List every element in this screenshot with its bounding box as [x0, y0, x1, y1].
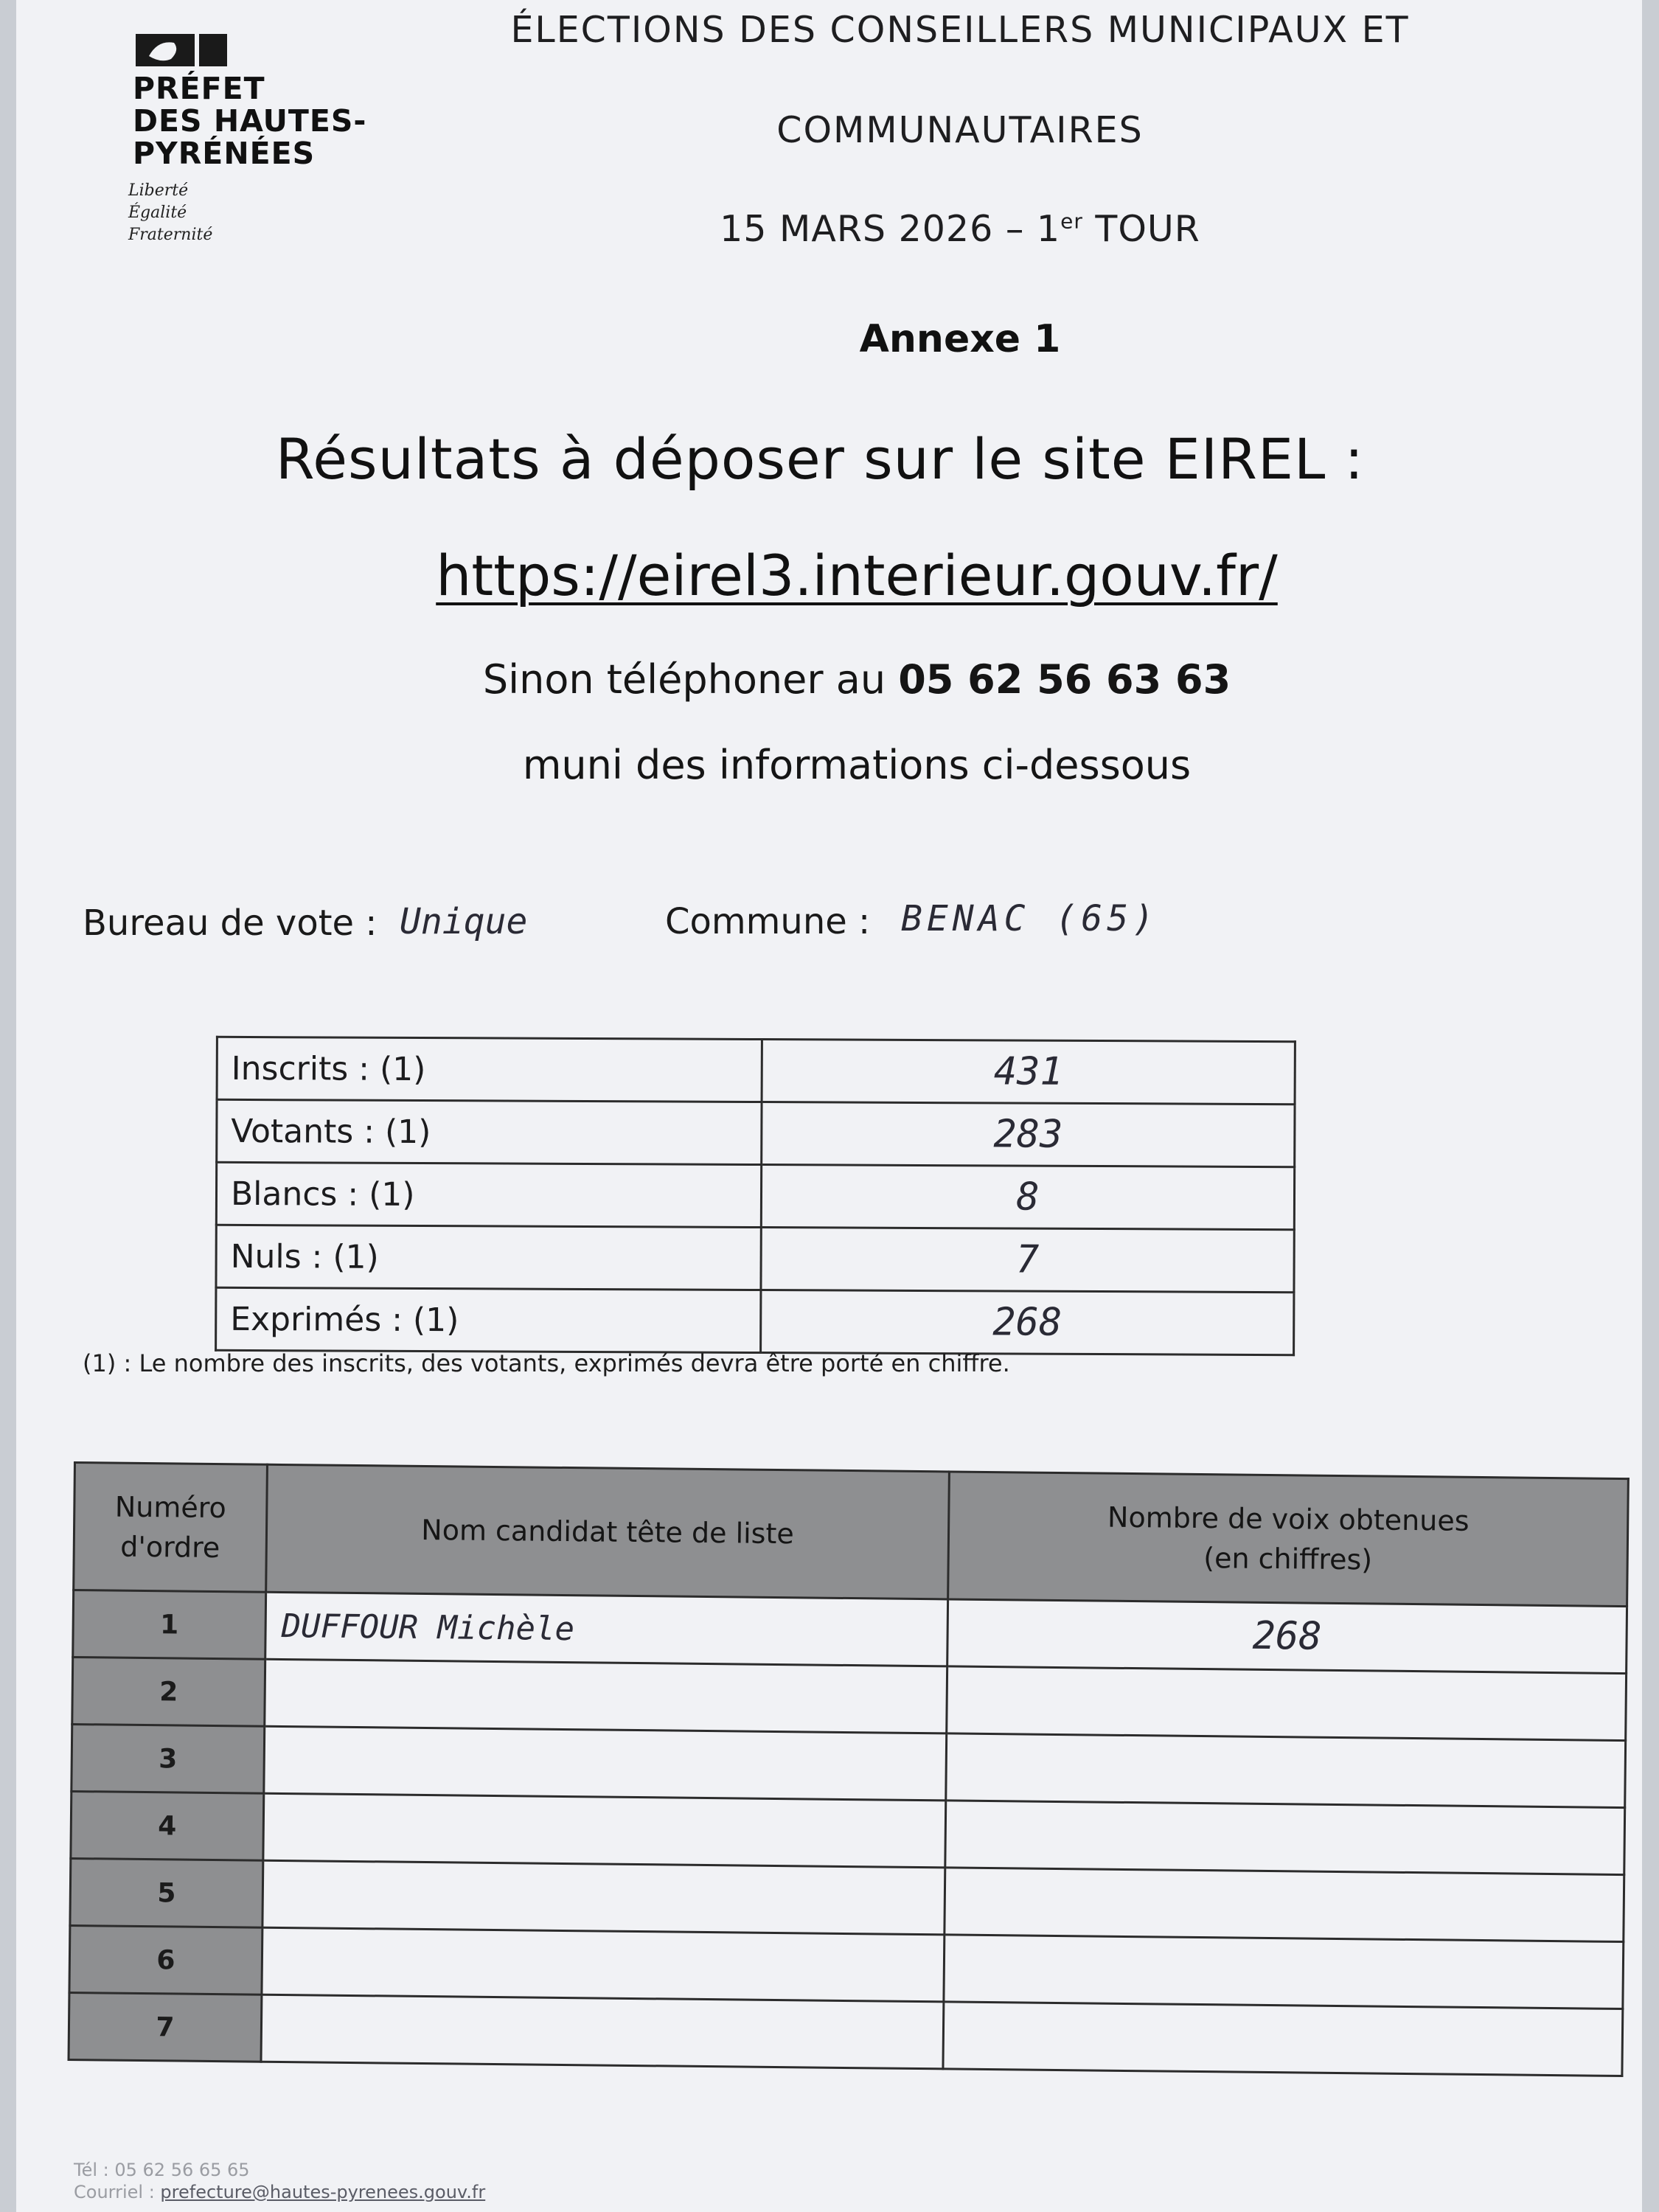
eirel-heading: Résultats à déposer sur le site EIREL : — [275, 426, 1365, 492]
candidate-name[interactable] — [262, 1860, 945, 1935]
footer-contact — [74, 2159, 485, 2203]
candidate-votes[interactable]: 268 — [947, 1599, 1627, 1674]
row-number: 5 — [70, 1858, 263, 1927]
title-line-1: ÉLECTIONS DES CONSEILLERS MUNICIPAUX ET — [510, 9, 1410, 51]
footer-mail-link[interactable]: prefecture@hautes-pyrenees.gouv.fr — [160, 2182, 486, 2202]
election-date — [473, 208, 1447, 250]
summary-row-votants — [217, 1099, 1295, 1166]
inscrits-label: Inscrits : (1) — [217, 1037, 762, 1102]
nuls-value[interactable]: 7 — [761, 1228, 1294, 1293]
logo-line-1: PRÉFET — [133, 71, 265, 106]
blancs-value[interactable]: 8 — [761, 1165, 1294, 1230]
inscrits-value[interactable]: 431 — [762, 1040, 1295, 1105]
info-line: muni des informations ci-dessous — [522, 742, 1192, 788]
nuls-label: Nuls : (1) — [216, 1225, 761, 1290]
devise-liberte: Liberté — [128, 181, 189, 200]
col-votes-header — [948, 1472, 1629, 1607]
footer-tel: Tél : 05 62 56 65 65 — [74, 2160, 250, 2180]
summary-footnote: (1) : Le nombre des inscrits, des votants, exprimés devra être porté en chiffre. — [83, 1349, 1010, 1377]
col-votes-line1: Nombre de voix obtenues — [1107, 1500, 1470, 1537]
candidate-name[interactable] — [264, 1726, 947, 1801]
candidate-votes[interactable] — [945, 1868, 1624, 1942]
summary-row-nuls — [216, 1225, 1294, 1292]
candidate-name[interactable] — [263, 1793, 946, 1868]
summary-row-blancs — [216, 1162, 1294, 1229]
devise-fraternite: Fraternité — [128, 226, 213, 244]
col-num-header — [74, 1463, 268, 1593]
phone-line — [193, 656, 1520, 703]
phone-number: 05 62 56 63 63 — [898, 656, 1231, 703]
row-number: 4 — [71, 1791, 264, 1860]
results-header-row — [74, 1463, 1629, 1607]
votants-value[interactable]: 283 — [762, 1102, 1295, 1167]
date-text: 15 MARS 2026 – 1 — [720, 208, 1061, 250]
votants-label: Votants : (1) — [217, 1099, 762, 1164]
candidate-votes[interactable] — [944, 1935, 1624, 2009]
date-tour: TOUR — [1082, 208, 1200, 250]
col-votes-line2: (en chiffres) — [1203, 1542, 1373, 1576]
date-sup: er — [1060, 209, 1083, 234]
phone-prefix: Sinon téléphoner au — [482, 656, 899, 703]
row-number: 3 — [72, 1724, 265, 1793]
candidate-name[interactable] — [265, 1659, 947, 1733]
footer-mail-label: Courriel : — [74, 2182, 161, 2202]
logo-line-3: PYRÉNÉES — [133, 136, 316, 171]
row-number: 2 — [72, 1658, 265, 1727]
logo-line-2: DES HAUTES- — [133, 103, 367, 139]
commune-label: Commune : — [665, 901, 871, 942]
candidate-name[interactable]: DUFFOUR Michèle — [265, 1592, 948, 1666]
prefet-logo-text — [133, 72, 398, 170]
exprimes-label: Exprimés : (1) — [216, 1287, 761, 1352]
devise — [128, 180, 212, 246]
marianne-logo-icon — [136, 34, 227, 66]
bureau-label: Bureau de vote : — [83, 902, 378, 944]
row-number: 1 — [73, 1590, 266, 1660]
row-number: 6 — [69, 1925, 262, 1994]
candidate-votes[interactable] — [946, 1733, 1626, 1808]
col-num-line1: Numéro — [114, 1490, 227, 1525]
footer-mail-line — [74, 2181, 485, 2203]
candidate-name[interactable] — [261, 1994, 944, 2069]
col-name-header: Nom candidat tête de liste — [266, 1464, 950, 1599]
row-number: 7 — [69, 1992, 262, 2062]
summary-table — [215, 1036, 1296, 1356]
col-num-line2: d'ordre — [120, 1530, 220, 1565]
commune-value: BENAC (65) — [901, 898, 1158, 939]
devise-egalite: Égalité — [128, 204, 187, 222]
annexe-title: Annexe 1 — [859, 317, 1061, 361]
candidate-votes[interactable] — [945, 1801, 1625, 1875]
eirel-link[interactable]: https://eirel3.interieur.gouv.fr/ — [436, 543, 1278, 608]
candidate-name[interactable] — [262, 1927, 945, 2002]
document-page — [16, 0, 1642, 2212]
summary-row-inscrits — [217, 1037, 1295, 1104]
summary-row-exprimes — [216, 1287, 1294, 1354]
title-line-2: COMMUNAUTAIRES — [776, 109, 1144, 151]
results-table — [67, 1461, 1629, 2077]
bureau-value: Unique — [400, 901, 528, 942]
candidate-votes[interactable] — [943, 2002, 1623, 2076]
exprimes-value[interactable]: 268 — [761, 1290, 1294, 1355]
blancs-label: Blancs : (1) — [216, 1162, 761, 1227]
candidate-votes[interactable] — [947, 1666, 1627, 1741]
